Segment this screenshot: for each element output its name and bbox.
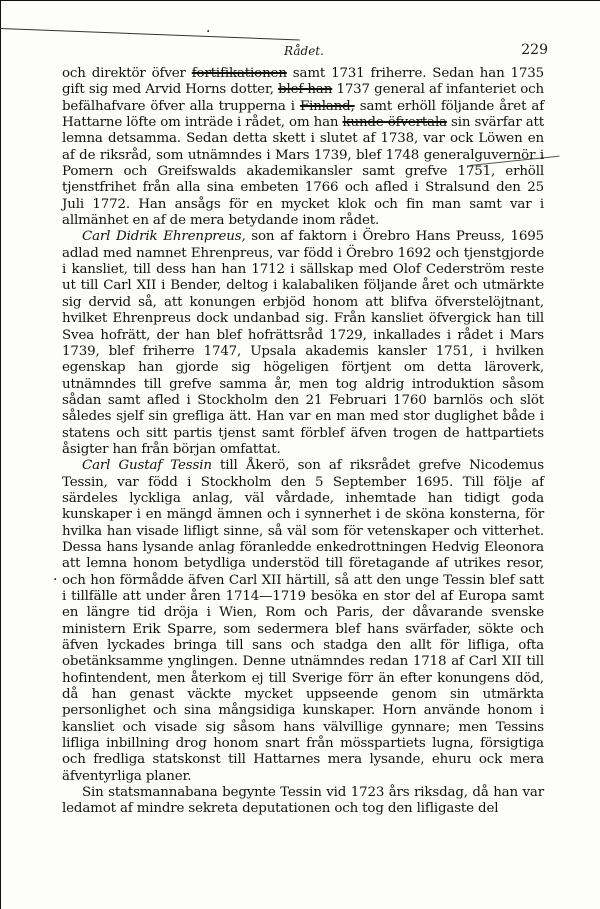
struck-text: kunde öfvertala xyxy=(342,115,447,131)
text-run: sin svärfar att lemna detsamma. Sedan detta skett i slutet af 1738, var ock Löwen en af de riksråd, som utnämndes i Mars 1739, blef 1748 generalguvernör i Pomern och Greifswalds akademikansler samt grefve 1751, erhöll tjenstfrihet från alla sina embeten 1766 och afled i Stralsund den 25 Juli 1772. Han ansågs för en mycket klok och fin man samt var i allmänhet en af de mera betydande inom rådet. xyxy=(62,115,545,229)
text-run: 1737 general af infanteriet och befälhafvare öfver alla trupperna i xyxy=(62,82,544,114)
paragraph xyxy=(62,458,544,785)
paragraph xyxy=(62,229,544,458)
margin-dot: · xyxy=(53,572,58,588)
paragraph xyxy=(62,66,544,229)
scan-edge-left xyxy=(0,0,1,909)
struck-text: fortifikationen xyxy=(191,66,287,81)
margin-dot: · xyxy=(206,24,211,40)
text-run: och direktör öfver xyxy=(62,66,192,81)
text-run: Sin statsmannabana begynte Tessin vid 1723 års riksdag, då han var ledamot af mindre sekreta deputationen och tog den lifligaste del xyxy=(62,785,544,817)
body-text xyxy=(62,66,544,818)
text-run: till Åkerö, son af riksrådet grefve Nicodemus Tessin, var född i Stockholm den 5 September 1695. Till följe af särdeles lyckliga anlag, väl vårdade, inhemtade han tidigt goda kunskaper i en mängd ämnen och i synnerhet i de sköna konsterna, för hvilka han visade lifligt sinne, så väl som för vetenskaper och vitterhet. Dessa hans lysande anlag föranledde enkedrottningen Hedvig Eleonora att lemna honom betydliga understöd till företagande af utrikes resor, och hon förmådde äfven Carl XII härtill, så att den unge Tessin blef satt i tillfälle att under åren 1714—1719 besöka en stor del af Europa samt en längre tid dröja i Wien, Rom och Paris, der dåvarande svenske ministern Erik Sparre, som sedermera blef hans svärfader, sökte och äfven lyckades bringa till sans och stadga den allt för lifliga, ofta obetänksamme ynglingen. Denne utnämndes redan 1718 af Carl XII till hofintendent, men återkom ej till Sverige förr än efter konungens död, då han genast väckte mycket uppseende genom sin utmärkta personlighet och sina mångsidiga kunskaper. Horn använde honom i kansliet och visade sig såsom hans välvillige gynnare; men Tessins lifliga inbillning drog honom snart från mösspartiets lugna, försigtiga och fredliga statskonst till Hattarnes mera lysande, ehuru ock mera äfventyrliga planer. xyxy=(62,458,544,784)
text-run: son af faktorn i Örebro Hans Preuss, 1695 adlad med namnet Ehrenpreus, var född i Örebro 1692 och tjenstgjorde i kansliet, till dess han han 1712 i sällskap med Olof Cederström reste ut till Carl XII i Bender, deltog i kalabaliken följande året och utmärkte sig dervid så, att konungen erbjöd honom att blifva öfverstelöjtnant, hvilket Ehrenpreus dock undanbad sig. Från kansliet öfvergick han till Svea hofrätt, der han blef hofrättsråd 1729, inkallades i rådet i Mars 1739, blef friherre 1747, Upsala akademis kansler 1751, i hvilken egenskap han gjorde sig högeligen förtjent om detta läroverk, utnämndes till grefve samma år, men tog aldrig introduktion såsom sådan samt afled i Stockholm den 21 Februari 1760 barnlös och slöt således sjelf sin grefliga ätt. Han var en man med stor duglighet både i statens och sitt partis tjenst samt förblef äfven trogen de hattpartiets åsigter han från början omfattat. xyxy=(62,229,544,457)
text-run: samt 1731 friherre. Sedan han 1735 gift sig med Arvid Horns dotter, xyxy=(62,66,545,98)
pencil-stroke xyxy=(0,28,300,41)
person-name: Carl Didrik Ehrenpreus, xyxy=(82,229,246,245)
struck-text: Finland, xyxy=(299,98,355,114)
paragraph xyxy=(62,785,544,818)
page-number: 229 xyxy=(521,42,548,58)
scan-edge-top xyxy=(0,0,600,1)
running-head: Rådet. xyxy=(284,44,324,58)
text-run: samt erhöll följande året af Hattarne löfte om inträde i rådet, om han xyxy=(62,98,544,131)
struck-text: blef han xyxy=(278,82,333,98)
page-header xyxy=(60,42,548,62)
person-name: Carl Gustaf Tessin xyxy=(82,458,212,474)
